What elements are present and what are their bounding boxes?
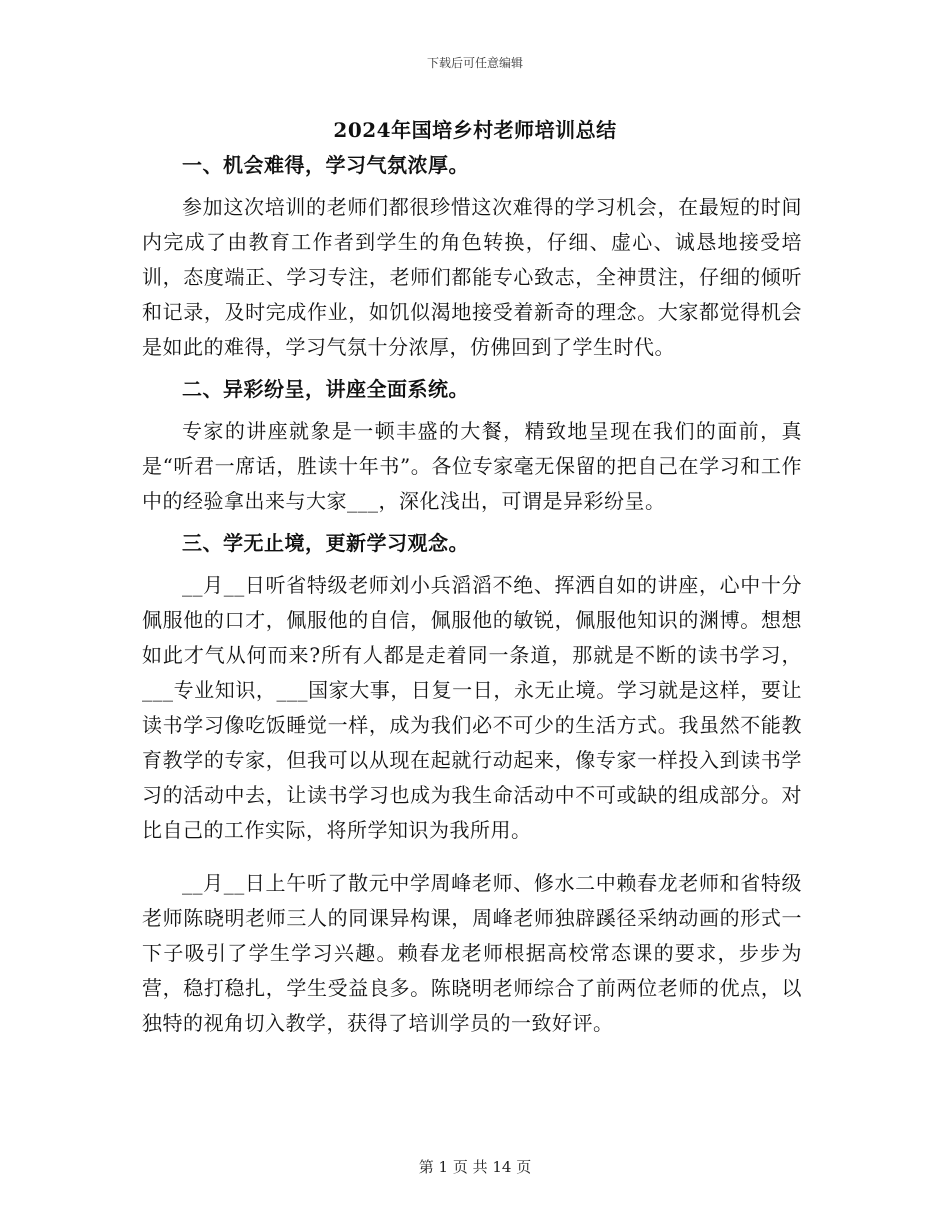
section-heading: 二、异彩纷呈，讲座全面系统。 xyxy=(182,377,469,401)
body-paragraph: __月__日听省特级老师刘小兵滔滔不绝、挥洒自如的讲座，心中十分佩服他的口才，佩服他的自信，佩服他的敏锐，佩服他知识的渊博。想想如此才气从何而来?所有人都是走着同一条道，那就是不断的读书学习，___专业知识，___国家大事，日复一日，永无止境。学习就是这样，要让读书学习像吃饭睡觉一样，成为我们必不可少的生活方式。我虽然不能教育教学的专家，但我可以从现在起就行动起来，像专家一样投入到读书学习的活动中去，让读书学习也成为我生命活动中不可或缺的组成部分。对比自己的工作实际，将所学知识为我所用。 xyxy=(142,573,802,842)
document-body xyxy=(142,148,802,1048)
body-paragraph: 专家的讲座就象是一顿丰盛的大餐，精致地呈现在我们的面前，真是“听君一席话，胜读十年书”。各位专家毫无保留的把自己在学习和工作中的经验拿出来与大家___，深化浅出，可谓是异彩纷呈。 xyxy=(142,419,802,513)
page-number: 第 1 页 共 14 页 xyxy=(418,1158,532,1176)
page-header-note: 下载后可任意编辑 xyxy=(426,56,523,70)
body-paragraph: 参加这次培训的老师们都很珍惜这次难得的学习机会，在最短的时间内完成了由教育工作者到学生的角色转换，仔细、虚心、诚恳地接受培训，态度端正、学习专注，老师们都能专心致志，全神贯注，仔细的倾听和记录，及时完成作业，如饥似渴地接受着新奇的理念。大家都觉得机会是如此的难得，学习气氛十分浓厚，仿佛回到了学生时代。 xyxy=(142,195,802,359)
section-heading: 一、机会难得，学习气氛浓厚。 xyxy=(182,153,469,177)
section-heading: 三、学无止境，更新学习观念。 xyxy=(182,531,469,555)
document-title: 2024年国培乡村老师培训总结 xyxy=(333,118,617,142)
body-paragraph: __月__日上午听了散元中学周峰老师、修水二中赖春龙老师和省特级老师陈晓明老师三人的同课异构课，周峰老师独辟蹊径采纳动画的形式一下子吸引了学生学习兴趣。赖春龙老师根据高校常态课的要求，步步为营，稳打稳扎，学生受益良多。陈晓明老师综合了前两位老师的优点，以独特的视角切入教学，获得了培训学员的一致好评。 xyxy=(142,871,802,1035)
